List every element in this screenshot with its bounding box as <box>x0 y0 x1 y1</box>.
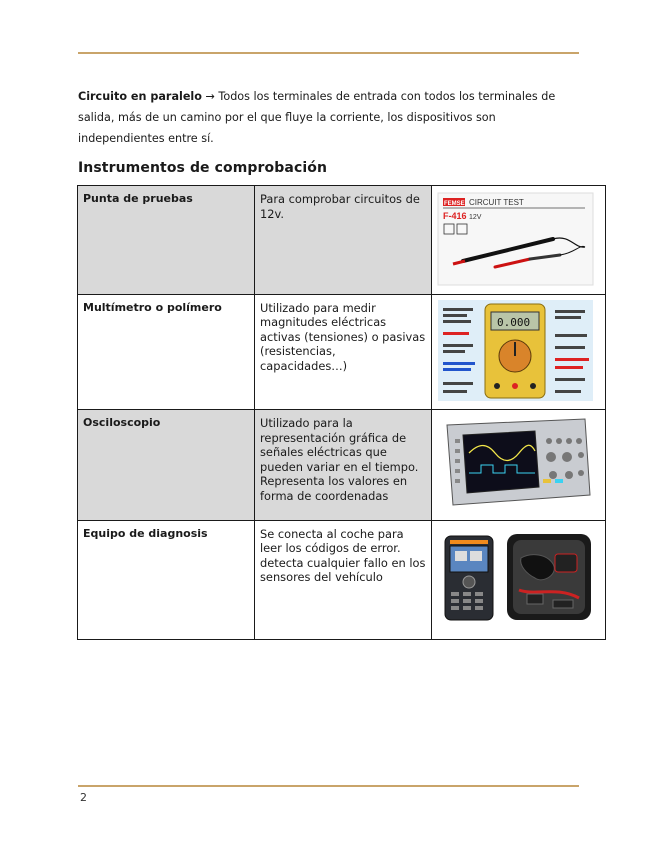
probe-voltage-text: 12V <box>469 214 482 221</box>
instrument-description: Para comprobar circuitos de 12v. <box>255 186 432 295</box>
instrument-name: Multímetro o polímero <box>78 294 255 410</box>
footer-rule <box>78 785 579 787</box>
paragraph-text: → Todos los terminales de entrada con todos los terminales de salida, más de un camino por el que fluye la corriente, los dispositivos son independientes entre sí. <box>78 90 556 145</box>
instrument-name: Equipo de diagnosis <box>78 520 255 639</box>
table-row <box>78 294 606 410</box>
instrument-description: Utilizado para medir magnitudes eléctricas activas (tensiones) o pasivas (resistencias, capacidades…) <box>255 294 432 410</box>
header-rule <box>78 52 579 54</box>
instrument-image-cell <box>432 294 606 410</box>
instrument-name: Punta de pruebas <box>78 186 255 295</box>
table-row <box>78 520 606 639</box>
probe-title-text: CIRCUIT TEST <box>469 198 524 207</box>
instrument-image-cell <box>432 410 606 521</box>
page-number: 2 <box>80 791 87 804</box>
oscilloscope-image <box>435 413 596 513</box>
instrument-name: Osciloscopio <box>78 410 255 521</box>
paragraph-term: Circuito en paralelo <box>78 90 202 103</box>
multimeter-image <box>435 298 596 403</box>
section-title: Instrumentos de comprobación <box>78 160 328 176</box>
paragraph <box>78 86 580 149</box>
test-probe-image <box>435 189 596 287</box>
multimeter-display-text: 0.000 <box>497 315 531 329</box>
table-row <box>78 186 606 295</box>
probe-model-text: F-416 <box>443 211 467 221</box>
instruments-table <box>77 185 606 640</box>
instrument-image-cell <box>432 186 606 295</box>
instrument-image-cell <box>432 520 606 639</box>
instrument-description: Se conecta al coche para leer los códigos de error. detecta cualquier fallo en los sensores del vehículo <box>255 520 432 639</box>
probe-brand-text: FEMSE <box>444 201 465 207</box>
table-row <box>78 410 606 521</box>
diagnosis-equipment-image <box>435 524 596 624</box>
instrument-description: Utilizado para la representación gráfica de señales eléctricas que pueden variar en el tiempo. Representa los valores en forma de coordenadas <box>255 410 432 521</box>
